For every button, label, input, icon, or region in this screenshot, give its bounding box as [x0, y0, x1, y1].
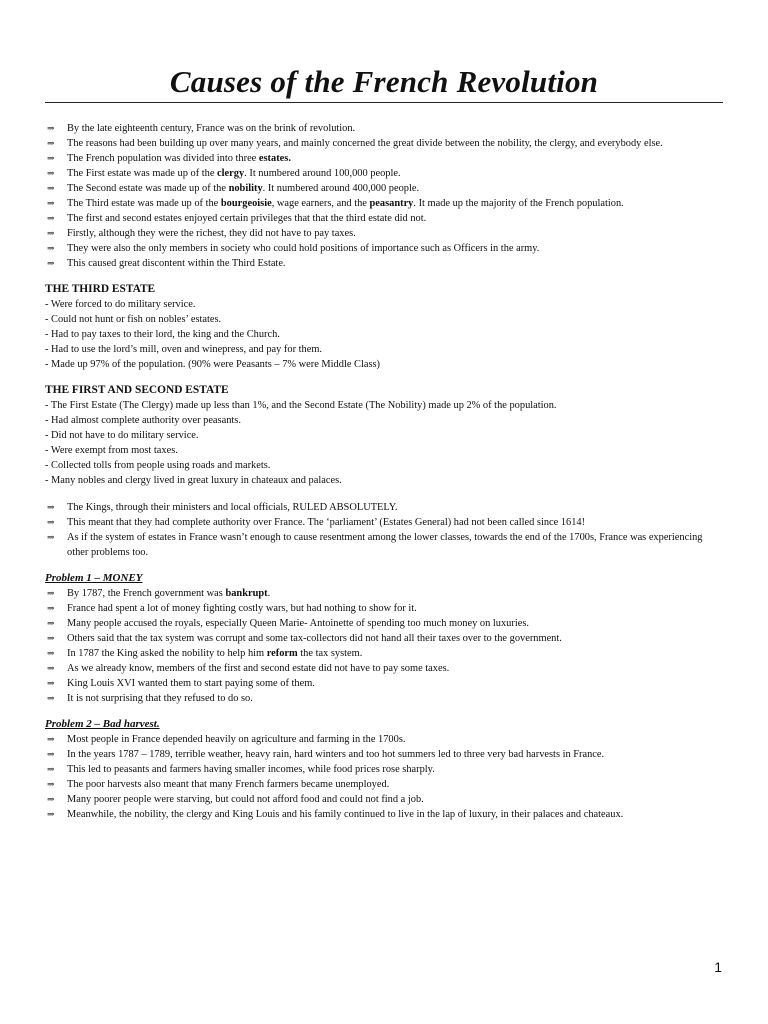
bullet-item	[45, 151, 723, 166]
arrow-bullet-icon: ⇒	[47, 603, 55, 613]
arrow-bullet-icon: ⇒	[47, 228, 55, 238]
bullet-item	[45, 211, 723, 226]
bullet-item	[45, 777, 723, 792]
bullet-text: They were also the only members in society who could hold positions of importance such as Officers in the army.	[67, 243, 540, 254]
arrow-bullet-icon: ⇒	[47, 258, 55, 268]
bullet-item	[45, 196, 723, 211]
first-second-estate-heading: THE FIRST AND SECOND ESTATE	[45, 384, 229, 396]
bullet-text: Others said that the tax system was corrupt and some tax-collectors did not hand all their taxes over to the government.	[67, 633, 562, 644]
bullet-text: King Louis XVI wanted them to start paying some of them.	[67, 678, 315, 689]
bold-term: clergy	[217, 168, 245, 179]
bullet-text: Many people accused the royals, especially Queen Marie- Antoinette of spending too much money on luxuries.	[67, 618, 529, 629]
dash-list-item: - Were forced to do military service.	[45, 299, 196, 310]
bullet-text: The poor harvests also meant that many French farmers became unemployed.	[67, 779, 390, 790]
arrow-bullet-icon: ⇒	[47, 138, 55, 148]
bullet-text: This led to peasants and farmers having smaller incomes, while food prices rose sharply.	[67, 764, 435, 775]
bullet-text: . It made up the majority of the French population.	[413, 198, 624, 209]
bullet-item	[45, 691, 723, 706]
bullet-item	[45, 792, 723, 807]
bullet-item	[45, 256, 723, 271]
arrow-bullet-icon: ⇒	[47, 648, 55, 658]
bullet-text: , wage earners, and the	[271, 198, 370, 209]
bullet-item	[45, 661, 723, 676]
bullet-text: . It numbered around 400,000 people.	[262, 183, 420, 194]
bullet-item	[45, 601, 723, 616]
bullet-item	[45, 241, 723, 256]
bullet-text: .	[267, 588, 271, 599]
bullet-item	[45, 732, 723, 747]
bullet-item	[45, 515, 723, 530]
bullet-text: This caused great discontent within the Third Estate.	[67, 258, 286, 269]
bullet-text: . It numbered around 100,000 people.	[244, 168, 401, 179]
bold-term: estates.	[258, 153, 291, 164]
arrow-bullet-icon: ⇒	[47, 618, 55, 628]
bullet-item	[45, 136, 723, 151]
bullet-text: The French population was divided into three	[67, 153, 259, 164]
arrow-bullet-icon: ⇒	[47, 517, 55, 527]
arrow-bullet-icon: ⇒	[47, 809, 55, 819]
arrow-bullet-icon: ⇒	[47, 153, 55, 163]
bullet-text: Meanwhile, the nobility, the clergy and King Louis and his family continued to live in the lap of luxury, in their palaces and chateaux.	[67, 809, 624, 820]
bullet-text: The first and second estates enjoyed certain privileges that that the third estate did not.	[67, 213, 427, 224]
kings-bullet-list	[45, 500, 723, 560]
bullet-item	[45, 676, 723, 691]
bullet-text: The Third estate was made up of the	[67, 198, 221, 209]
document-page	[45, 64, 723, 822]
page-title: Causes of the French Revolution	[45, 64, 723, 103]
bullet-text: As we already know, members of the first and second estate did not have to pay some taxes.	[67, 663, 450, 674]
dash-list-item: - Many nobles and clergy lived in great luxury in chateaux and palaces.	[45, 475, 342, 486]
arrow-bullet-icon: ⇒	[47, 633, 55, 643]
dash-list-item: - Did not have to do military service.	[45, 430, 199, 441]
bullet-text: This meant that they had complete authority over France. The ‘parliament’ (Estates General) had not been called since 1614!	[67, 517, 586, 528]
bullet-text: Firstly, although they were the richest, they did not have to pay taxes.	[67, 228, 356, 239]
dash-list-item: - Had almost complete authority over peasants.	[45, 415, 241, 426]
bullet-item	[45, 166, 723, 181]
bullet-text: As if the system of estates in France wasn’t enough to cause resentment among the lower classes, towards the end of the 1700s, France was experiencing other problems too.	[67, 532, 703, 558]
problem1-bullet-list	[45, 586, 723, 706]
arrow-bullet-icon: ⇒	[47, 693, 55, 703]
third-estate-list	[45, 297, 723, 372]
bullet-text: The Kings, through their ministers and local officials, RULED ABSOLUTELY.	[67, 502, 398, 513]
bullet-item	[45, 226, 723, 241]
bullet-text: the tax system.	[297, 648, 363, 659]
bold-term: bourgeoisie	[220, 198, 272, 209]
arrow-bullet-icon: ⇒	[47, 663, 55, 673]
bullet-text: The reasons had been building up over many years, and mainly concerned the great divide between the nobility, the clergy, and everybody else.	[67, 138, 663, 149]
problem2-heading: Problem 2 – Bad harvest.	[45, 718, 160, 730]
problem2-bullet-list	[45, 732, 723, 822]
bullet-text: Many poorer people were starving, but could not afford food and could not find a job.	[67, 794, 424, 805]
spacer	[45, 488, 723, 500]
bullet-text: In the years 1787 – 1789, terrible weather, heavy rain, hard winters and too hot summers led to three very bad harvests in France.	[67, 749, 605, 760]
arrow-bullet-icon: ⇒	[47, 168, 55, 178]
arrow-bullet-icon: ⇒	[47, 123, 55, 133]
bullet-item	[45, 631, 723, 646]
bullet-item	[45, 500, 723, 515]
problem1-heading: Problem 1 – MONEY	[45, 572, 143, 584]
arrow-bullet-icon: ⇒	[47, 213, 55, 223]
bullet-item	[45, 646, 723, 661]
arrow-bullet-icon: ⇒	[47, 794, 55, 804]
bullet-item	[45, 747, 723, 762]
arrow-bullet-icon: ⇒	[47, 502, 55, 512]
bullet-text: France had spent a lot of money fighting costly wars, but had nothing to show for it.	[67, 603, 417, 614]
arrow-bullet-icon: ⇒	[47, 749, 55, 759]
bullet-text: In 1787 the King asked the nobility to help him	[67, 648, 267, 659]
arrow-bullet-icon: ⇒	[47, 243, 55, 253]
bullet-text: The First estate was made up of the	[67, 168, 218, 179]
dash-list-item: - Had to pay taxes to their lord, the king and the Church.	[45, 329, 280, 340]
dash-list-item: - Collected tolls from people using roads and markets.	[45, 460, 271, 471]
bullet-text: Most people in France depended heavily on agriculture and farming in the 1700s.	[67, 734, 406, 745]
dash-list-item: - The First Estate (The Clergy) made up less than 1%, and the Second Estate (The Nobility) made up 2% of the population.	[45, 400, 557, 411]
bold-term: reform	[266, 648, 298, 659]
dash-list-item: - Could not hunt or fish on nobles’ estates.	[45, 314, 222, 325]
bullet-item	[45, 121, 723, 136]
intro-bullet-list	[45, 121, 723, 271]
bold-term: bankrupt	[225, 588, 268, 599]
bold-term: nobility	[228, 183, 263, 194]
third-estate-heading: THE THIRD ESTATE	[45, 283, 156, 295]
bullet-item	[45, 586, 723, 601]
arrow-bullet-icon: ⇒	[47, 183, 55, 193]
arrow-bullet-icon: ⇒	[47, 532, 55, 542]
bold-term: peasantry	[369, 198, 414, 209]
dash-list-item: - Had to use the lord’s mill, oven and winepress, and pay for them.	[45, 344, 323, 355]
bullet-item	[45, 616, 723, 631]
arrow-bullet-icon: ⇒	[47, 678, 55, 688]
dash-list-item: - Were exempt from most taxes.	[45, 445, 178, 456]
arrow-bullet-icon: ⇒	[47, 588, 55, 598]
dash-list-item: - Made up 97% of the population. (90% were Peasants – 7% were Middle Class)	[45, 359, 381, 370]
first-second-estate-list	[45, 398, 723, 488]
arrow-bullet-icon: ⇒	[47, 764, 55, 774]
bullet-item	[45, 530, 723, 560]
page-number: 1	[714, 959, 722, 975]
bullet-text: The Second estate was made up of the	[67, 183, 229, 194]
bullet-text: By 1787, the French government was	[67, 588, 226, 599]
bullet-item	[45, 807, 723, 822]
bullet-item	[45, 762, 723, 777]
bullet-item	[45, 181, 723, 196]
arrow-bullet-icon: ⇒	[47, 198, 55, 208]
bullet-text: It is not surprising that they refused to do so.	[67, 693, 253, 704]
arrow-bullet-icon: ⇒	[47, 734, 55, 744]
arrow-bullet-icon: ⇒	[47, 779, 55, 789]
bullet-text: By the late eighteenth century, France was on the brink of revolution.	[67, 123, 356, 134]
